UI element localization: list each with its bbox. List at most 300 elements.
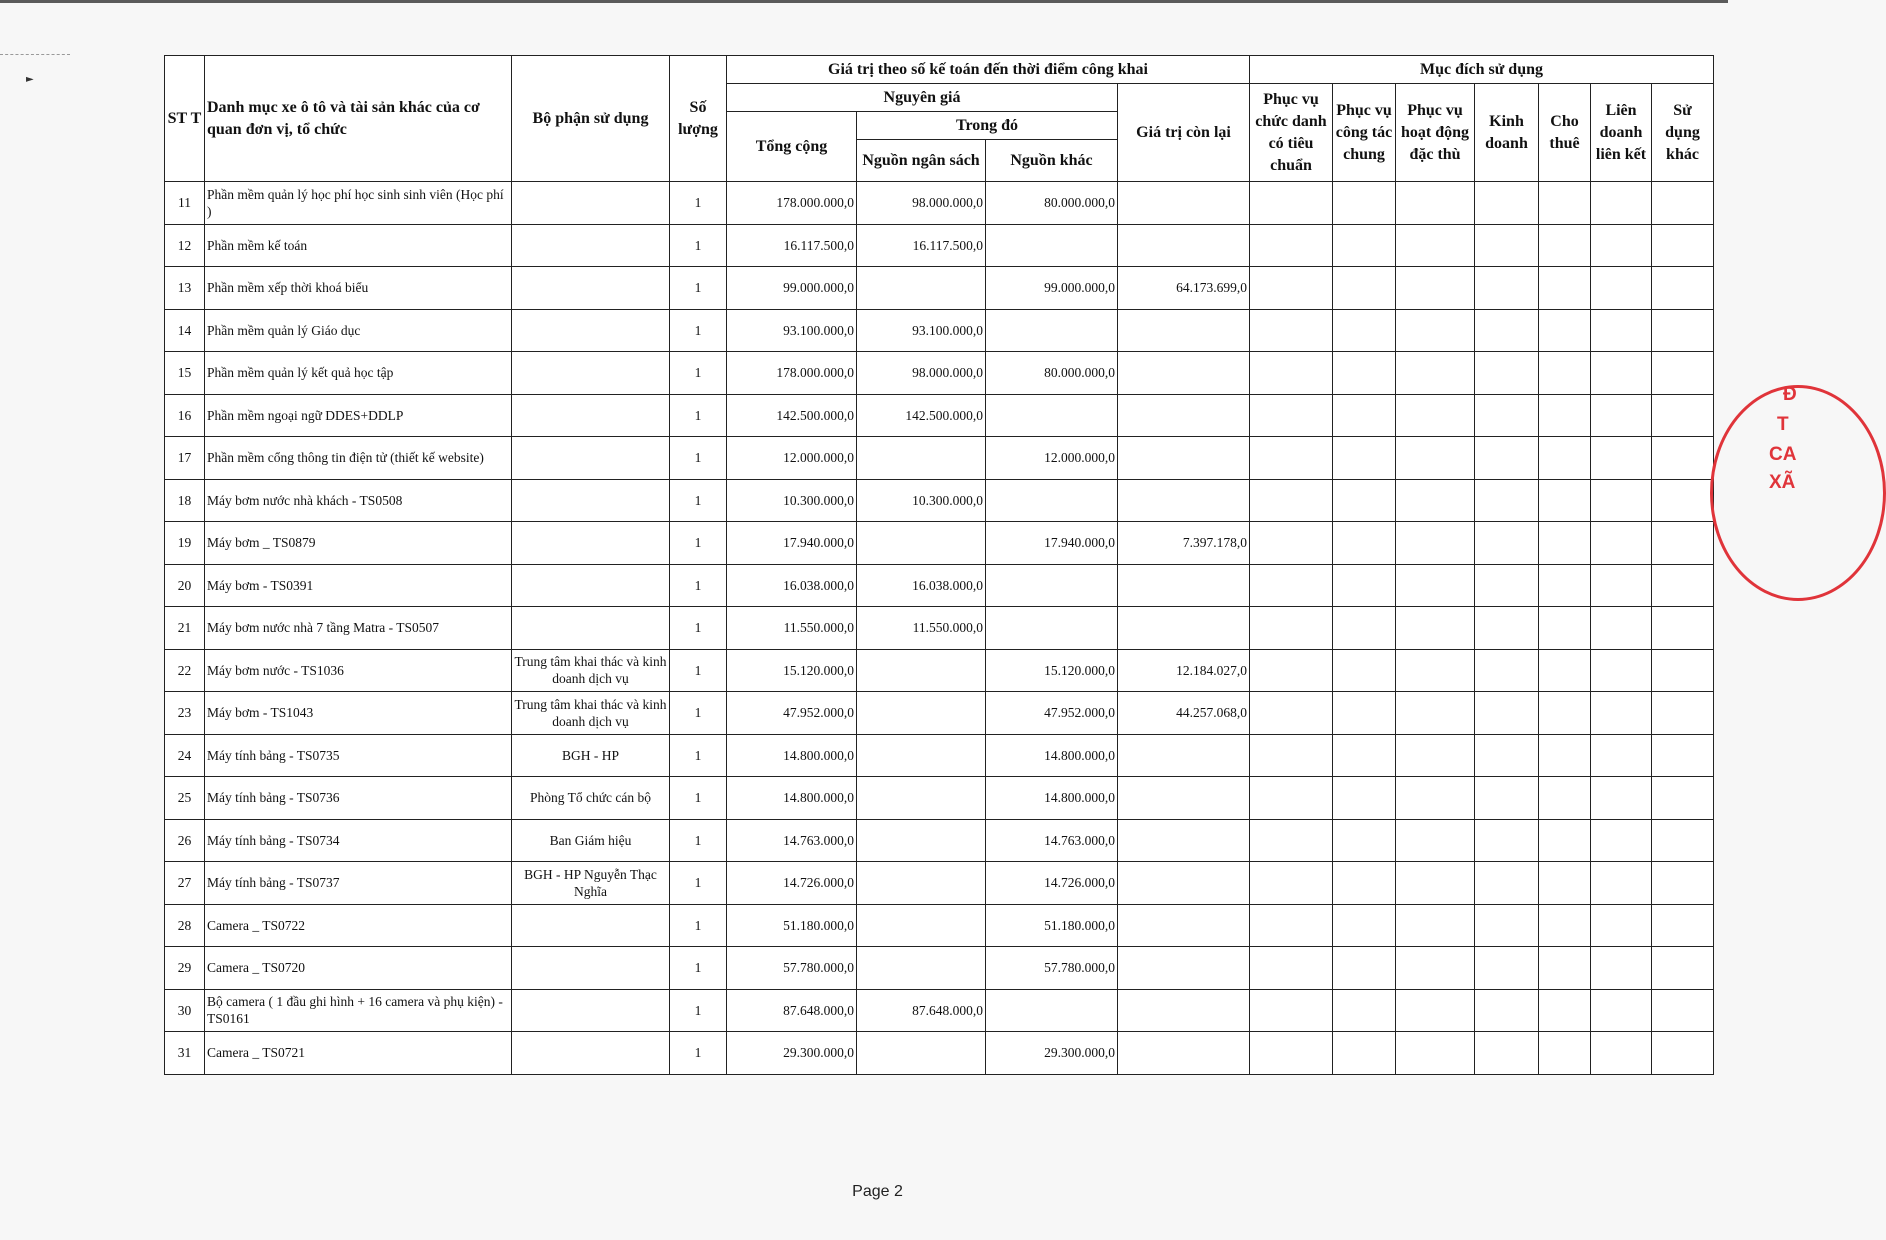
row-purpose-cell: [1591, 734, 1652, 777]
row-purpose-cell: [1475, 862, 1539, 905]
row-dept: [512, 437, 670, 480]
row-purpose-cell: [1591, 522, 1652, 565]
row-name: Máy tính bảng - TS0736: [205, 777, 512, 820]
row-stt: 12: [165, 224, 205, 267]
row-purpose-cell: [1475, 904, 1539, 947]
row-purpose-cell: [1250, 479, 1333, 522]
row-budget: [857, 819, 986, 862]
row-total: 87.648.000,0: [727, 989, 857, 1032]
table-body: [165, 182, 1714, 1075]
row-stt: 24: [165, 734, 205, 777]
row-qty: 1: [670, 777, 727, 820]
row-purpose-cell: [1396, 649, 1475, 692]
stamp-text: XÃ: [1769, 472, 1796, 493]
header-so-luong: Số lượng: [670, 56, 727, 182]
row-other: [986, 564, 1118, 607]
row-purpose-cell: [1475, 692, 1539, 735]
row-qty: 1: [670, 479, 727, 522]
row-total: 10.300.000,0: [727, 479, 857, 522]
row-purpose-cell: [1539, 649, 1591, 692]
row-dept: [512, 309, 670, 352]
row-qty: 1: [670, 309, 727, 352]
row-purpose-cell: [1539, 267, 1591, 310]
row-remaining: [1118, 1032, 1250, 1075]
row-purpose-cell: [1591, 777, 1652, 820]
row-remaining: [1118, 989, 1250, 1032]
scan-margin-mark: [0, 54, 70, 55]
header-nguyen-gia: Nguyên giá: [727, 84, 1118, 112]
header-kinh-doanh: Kinh doanh: [1475, 84, 1539, 182]
row-dept: [512, 607, 670, 650]
row-total: 178.000.000,0: [727, 182, 857, 225]
row-purpose-cell: [1250, 989, 1333, 1032]
row-name: Máy bơm - TS0391: [205, 564, 512, 607]
row-budget: [857, 734, 986, 777]
row-stt: 31: [165, 1032, 205, 1075]
row-purpose-cell: [1333, 607, 1396, 650]
header-gia-tri-con-lai: Giá trị còn lại: [1118, 84, 1250, 182]
row-other: 99.000.000,0: [986, 267, 1118, 310]
row-remaining: 64.173.699,0: [1118, 267, 1250, 310]
row-dept: [512, 564, 670, 607]
row-purpose-cell: [1475, 649, 1539, 692]
row-name: Camera _ TS0721: [205, 1032, 512, 1075]
row-dept: [512, 947, 670, 990]
row-name: Máy bơm _ TS0879: [205, 522, 512, 565]
row-qty: 1: [670, 564, 727, 607]
row-qty: 1: [670, 649, 727, 692]
row-purpose-cell: [1591, 182, 1652, 225]
row-name: Phần mềm cổng thông tin điện tử (thiết kế website): [205, 437, 512, 480]
row-name: Bộ camera ( 1 đầu ghi hình + 16 camera và phụ kiện) - TS0161: [205, 989, 512, 1032]
row-purpose-cell: [1591, 437, 1652, 480]
row-total: 47.952.000,0: [727, 692, 857, 735]
row-dept: BGH - HP Nguyễn Thạc Nghĩa: [512, 862, 670, 905]
row-name: Phần mềm xếp thời khoá biểu: [205, 267, 512, 310]
row-purpose-cell: [1652, 904, 1714, 947]
row-purpose-cell: [1475, 607, 1539, 650]
row-stt: 28: [165, 904, 205, 947]
row-qty: 1: [670, 182, 727, 225]
table-row: [165, 522, 1714, 565]
table-row: [165, 734, 1714, 777]
row-purpose-cell: [1591, 479, 1652, 522]
row-purpose-cell: [1250, 862, 1333, 905]
row-purpose-cell: [1396, 394, 1475, 437]
row-total: 51.180.000,0: [727, 904, 857, 947]
row-purpose-cell: [1652, 564, 1714, 607]
row-stt: 20: [165, 564, 205, 607]
row-purpose-cell: [1652, 947, 1714, 990]
page-number: Page 2: [852, 1183, 903, 1200]
row-purpose-cell: [1652, 182, 1714, 225]
row-purpose-cell: [1333, 352, 1396, 395]
row-total: 15.120.000,0: [727, 649, 857, 692]
row-stt: 14: [165, 309, 205, 352]
row-budget: [857, 437, 986, 480]
header-phuc-vu-chuc-danh: Phục vụ chức danh có tiêu chuẩn: [1250, 84, 1333, 182]
row-purpose-cell: [1652, 777, 1714, 820]
row-budget: [857, 947, 986, 990]
row-dept: [512, 394, 670, 437]
row-purpose-cell: [1475, 1032, 1539, 1075]
row-purpose-cell: [1591, 649, 1652, 692]
row-purpose-cell: [1591, 1032, 1652, 1075]
table-row: [165, 862, 1714, 905]
row-remaining: 12.184.027,0: [1118, 649, 1250, 692]
row-total: 178.000.000,0: [727, 352, 857, 395]
table-row: [165, 182, 1714, 225]
row-purpose-cell: [1539, 819, 1591, 862]
row-budget: [857, 904, 986, 947]
row-purpose-cell: [1652, 862, 1714, 905]
row-remaining: [1118, 607, 1250, 650]
row-purpose-cell: [1333, 394, 1396, 437]
row-other: 14.726.000,0: [986, 862, 1118, 905]
row-purpose-cell: [1475, 819, 1539, 862]
row-purpose-cell: [1591, 267, 1652, 310]
row-stt: 27: [165, 862, 205, 905]
header-trong-do: Trong đó: [857, 112, 1118, 140]
row-purpose-cell: [1250, 1032, 1333, 1075]
row-purpose-cell: [1591, 564, 1652, 607]
row-dept: [512, 479, 670, 522]
row-purpose-cell: [1652, 437, 1714, 480]
row-remaining: [1118, 904, 1250, 947]
row-stt: 17: [165, 437, 205, 480]
row-budget: [857, 522, 986, 565]
row-dept: [512, 989, 670, 1032]
row-qty: 1: [670, 947, 727, 990]
row-purpose-cell: [1539, 862, 1591, 905]
row-purpose-cell: [1591, 692, 1652, 735]
row-qty: 1: [670, 224, 727, 267]
row-purpose-cell: [1396, 989, 1475, 1032]
row-budget: 93.100.000,0: [857, 309, 986, 352]
row-dept: [512, 1032, 670, 1075]
row-other: 57.780.000,0: [986, 947, 1118, 990]
row-dept: [512, 904, 670, 947]
row-purpose-cell: [1250, 819, 1333, 862]
row-budget: 98.000.000,0: [857, 352, 986, 395]
row-remaining: 7.397.178,0: [1118, 522, 1250, 565]
row-purpose-cell: [1652, 607, 1714, 650]
row-dept: [512, 522, 670, 565]
row-stt: 16: [165, 394, 205, 437]
row-other: [986, 607, 1118, 650]
row-purpose-cell: [1475, 224, 1539, 267]
header-danh-muc: Danh mục xe ô tô và tài sản khác của cơ quan đơn vị, tổ chức: [205, 56, 512, 182]
row-remaining: [1118, 947, 1250, 990]
row-other: 80.000.000,0: [986, 182, 1118, 225]
row-name: Phần mềm ngoại ngữ DDES+DDLP: [205, 394, 512, 437]
row-stt: 21: [165, 607, 205, 650]
row-qty: 1: [670, 692, 727, 735]
row-other: 14.763.000,0: [986, 819, 1118, 862]
row-purpose-cell: [1396, 904, 1475, 947]
row-remaining: [1118, 734, 1250, 777]
row-other: [986, 989, 1118, 1032]
row-other: 12.000.000,0: [986, 437, 1118, 480]
row-purpose-cell: [1333, 1032, 1396, 1075]
row-stt: 11: [165, 182, 205, 225]
row-purpose-cell: [1652, 352, 1714, 395]
top-border-line: [0, 0, 1728, 3]
row-purpose-cell: [1652, 224, 1714, 267]
row-purpose-cell: [1396, 862, 1475, 905]
row-stt: 29: [165, 947, 205, 990]
row-purpose-cell: [1333, 777, 1396, 820]
row-purpose-cell: [1475, 989, 1539, 1032]
row-purpose-cell: [1396, 947, 1475, 990]
arrow-marker-icon: ►: [26, 74, 34, 85]
row-dept: Ban Giám hiệu: [512, 819, 670, 862]
row-dept: Phòng Tổ chức cán bộ: [512, 777, 670, 820]
row-purpose-cell: [1250, 182, 1333, 225]
row-dept: Trung tâm khai thác và kinh doanh dịch vụ: [512, 649, 670, 692]
row-purpose-cell: [1652, 267, 1714, 310]
row-purpose-cell: [1652, 649, 1714, 692]
row-total: 16.117.500,0: [727, 224, 857, 267]
row-purpose-cell: [1539, 182, 1591, 225]
row-purpose-cell: [1539, 1032, 1591, 1075]
row-purpose-cell: [1539, 352, 1591, 395]
row-purpose-cell: [1539, 309, 1591, 352]
row-total: 29.300.000,0: [727, 1032, 857, 1075]
row-purpose-cell: [1539, 734, 1591, 777]
row-purpose-cell: [1396, 777, 1475, 820]
row-qty: 1: [670, 267, 727, 310]
row-qty: 1: [670, 862, 727, 905]
header-bo-phan: Bộ phận sử dụng: [512, 56, 670, 182]
row-purpose-cell: [1652, 734, 1714, 777]
row-purpose-cell: [1591, 819, 1652, 862]
header-phuc-vu-hoat-dong: Phục vụ hoạt động đặc thù: [1396, 84, 1475, 182]
row-purpose-cell: [1475, 564, 1539, 607]
row-purpose-cell: [1396, 819, 1475, 862]
row-stt: 19: [165, 522, 205, 565]
row-dept: [512, 352, 670, 395]
row-other: [986, 394, 1118, 437]
row-budget: [857, 267, 986, 310]
row-purpose-cell: [1333, 649, 1396, 692]
row-remaining: [1118, 437, 1250, 480]
row-purpose-cell: [1396, 607, 1475, 650]
table-row: [165, 564, 1714, 607]
row-budget: 10.300.000,0: [857, 479, 986, 522]
table-row: [165, 479, 1714, 522]
row-total: 17.940.000,0: [727, 522, 857, 565]
row-purpose-cell: [1333, 862, 1396, 905]
row-purpose-cell: [1250, 692, 1333, 735]
row-purpose-cell: [1250, 649, 1333, 692]
row-purpose-cell: [1652, 479, 1714, 522]
row-purpose-cell: [1591, 394, 1652, 437]
row-purpose-cell: [1250, 309, 1333, 352]
row-remaining: [1118, 182, 1250, 225]
table-row: [165, 904, 1714, 947]
row-purpose-cell: [1475, 182, 1539, 225]
row-name: Máy tính bảng - TS0734: [205, 819, 512, 862]
row-stt: 13: [165, 267, 205, 310]
table-row: [165, 1032, 1714, 1075]
row-remaining: [1118, 479, 1250, 522]
row-dept: Trung tâm khai thác và kinh doanh dịch vụ: [512, 692, 670, 735]
row-purpose-cell: [1539, 904, 1591, 947]
row-purpose-cell: [1250, 267, 1333, 310]
row-purpose-cell: [1250, 607, 1333, 650]
table-row: [165, 437, 1714, 480]
row-purpose-cell: [1333, 819, 1396, 862]
row-purpose-cell: [1333, 479, 1396, 522]
row-purpose-cell: [1333, 267, 1396, 310]
row-purpose-cell: [1539, 224, 1591, 267]
row-purpose-cell: [1539, 394, 1591, 437]
row-purpose-cell: [1475, 479, 1539, 522]
row-purpose-cell: [1539, 437, 1591, 480]
row-name: Phần mềm kế toán: [205, 224, 512, 267]
row-total: 142.500.000,0: [727, 394, 857, 437]
row-stt: 26: [165, 819, 205, 862]
row-dept: [512, 224, 670, 267]
header-nguon-ngan-sach: Nguồn ngân sách: [857, 140, 986, 182]
row-dept: [512, 267, 670, 310]
row-purpose-cell: [1475, 777, 1539, 820]
row-purpose-cell: [1396, 437, 1475, 480]
row-purpose-cell: [1250, 437, 1333, 480]
row-dept: BGH - HP: [512, 734, 670, 777]
table-row: [165, 352, 1714, 395]
row-purpose-cell: [1475, 734, 1539, 777]
row-total: 12.000.000,0: [727, 437, 857, 480]
row-budget: [857, 692, 986, 735]
row-purpose-cell: [1475, 394, 1539, 437]
row-dept: [512, 182, 670, 225]
table-row: [165, 692, 1714, 735]
row-name: Phần mềm quản lý Giáo dục: [205, 309, 512, 352]
row-purpose-cell: [1333, 904, 1396, 947]
row-total: 14.726.000,0: [727, 862, 857, 905]
row-budget: 16.117.500,0: [857, 224, 986, 267]
row-total: 16.038.000,0: [727, 564, 857, 607]
row-remaining: [1118, 224, 1250, 267]
row-other: [986, 309, 1118, 352]
table-row: [165, 819, 1714, 862]
row-purpose-cell: [1591, 862, 1652, 905]
stamp-text: T: [1777, 414, 1789, 435]
row-name: Máy bơm nước nhà 7 tầng Matra - TS0507: [205, 607, 512, 650]
row-budget: 98.000.000,0: [857, 182, 986, 225]
row-other: 47.952.000,0: [986, 692, 1118, 735]
row-purpose-cell: [1591, 989, 1652, 1032]
row-purpose-cell: [1591, 947, 1652, 990]
red-official-stamp: [1710, 385, 1886, 601]
row-qty: 1: [670, 522, 727, 565]
header-stt: ST T: [165, 56, 205, 182]
row-purpose-cell: [1333, 564, 1396, 607]
row-purpose-cell: [1396, 692, 1475, 735]
row-remaining: [1118, 777, 1250, 820]
stamp-text: CA: [1769, 444, 1797, 465]
row-qty: 1: [670, 734, 727, 777]
row-qty: 1: [670, 607, 727, 650]
row-name: Máy tính bảng - TS0735: [205, 734, 512, 777]
row-purpose-cell: [1539, 564, 1591, 607]
row-name: Máy tính bảng - TS0737: [205, 862, 512, 905]
row-purpose-cell: [1396, 734, 1475, 777]
row-purpose-cell: [1396, 224, 1475, 267]
row-purpose-cell: [1591, 224, 1652, 267]
row-purpose-cell: [1396, 479, 1475, 522]
row-purpose-cell: [1333, 437, 1396, 480]
row-name: Máy bơm - TS1043: [205, 692, 512, 735]
row-name: Camera _ TS0722: [205, 904, 512, 947]
row-other: [986, 224, 1118, 267]
row-remaining: 44.257.068,0: [1118, 692, 1250, 735]
row-purpose-cell: [1652, 309, 1714, 352]
row-qty: 1: [670, 352, 727, 395]
row-purpose-cell: [1396, 522, 1475, 565]
row-purpose-cell: [1250, 522, 1333, 565]
stamp-text: Đ: [1783, 384, 1797, 405]
row-purpose-cell: [1250, 777, 1333, 820]
row-purpose-cell: [1539, 607, 1591, 650]
header-phuc-vu-cong-tac: Phục vụ công tác chung: [1333, 84, 1396, 182]
table-header: [165, 56, 1714, 182]
row-purpose-cell: [1475, 947, 1539, 990]
row-name: Phần mềm quản lý kết quả học tập: [205, 352, 512, 395]
row-budget: [857, 777, 986, 820]
row-purpose-cell: [1539, 479, 1591, 522]
table-row: [165, 989, 1714, 1032]
row-purpose-cell: [1539, 989, 1591, 1032]
row-remaining: [1118, 862, 1250, 905]
row-stt: 30: [165, 989, 205, 1032]
row-purpose-cell: [1475, 352, 1539, 395]
row-other: 14.800.000,0: [986, 777, 1118, 820]
header-nguon-khac: Nguồn khác: [986, 140, 1118, 182]
row-remaining: [1118, 394, 1250, 437]
row-other: 51.180.000,0: [986, 904, 1118, 947]
row-purpose-cell: [1333, 947, 1396, 990]
row-purpose-cell: [1475, 522, 1539, 565]
row-budget: [857, 1032, 986, 1075]
header-cho-thue: Cho thuê: [1539, 84, 1591, 182]
row-total: 14.763.000,0: [727, 819, 857, 862]
row-name: Phần mềm quản lý học phí học sinh sinh viên (Học phí ): [205, 182, 512, 225]
table-row: [165, 649, 1714, 692]
table-row: [165, 607, 1714, 650]
row-purpose-cell: [1396, 182, 1475, 225]
row-purpose-cell: [1591, 309, 1652, 352]
row-other: 29.300.000,0: [986, 1032, 1118, 1075]
row-budget: 11.550.000,0: [857, 607, 986, 650]
row-remaining: [1118, 309, 1250, 352]
row-other: 15.120.000,0: [986, 649, 1118, 692]
row-stt: 15: [165, 352, 205, 395]
row-purpose-cell: [1250, 352, 1333, 395]
row-remaining: [1118, 564, 1250, 607]
row-purpose-cell: [1333, 309, 1396, 352]
row-purpose-cell: [1396, 1032, 1475, 1075]
row-purpose-cell: [1652, 692, 1714, 735]
row-purpose-cell: [1652, 1032, 1714, 1075]
row-purpose-cell: [1333, 224, 1396, 267]
row-purpose-cell: [1250, 224, 1333, 267]
row-budget: [857, 862, 986, 905]
row-other: 80.000.000,0: [986, 352, 1118, 395]
row-purpose-cell: [1652, 522, 1714, 565]
